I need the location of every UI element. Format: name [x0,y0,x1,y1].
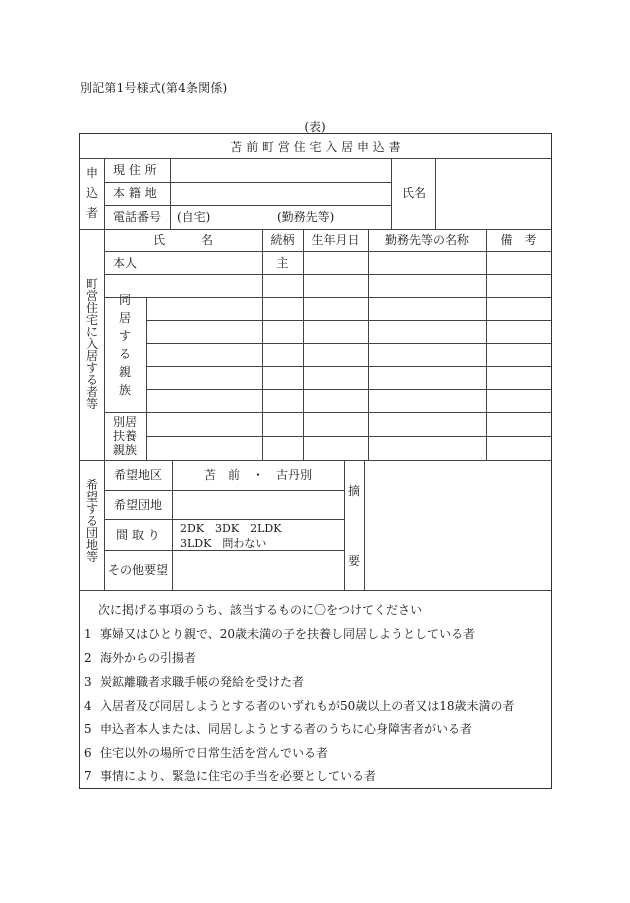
separate-label: 別居 扶養 親族 [112,415,137,457]
form-caption: 別記第1号様式(第4条関係) [80,81,228,95]
summary-label-bottom: 要 [347,554,360,568]
self-label: 本人 [113,256,138,270]
header-relation: 続柄 [270,233,295,247]
name-label: 氏名 [402,186,427,200]
layout-options-line1[interactable]: 2DK 3DK 2LDK [180,522,282,535]
complex-field[interactable] [173,491,343,518]
front-side-label: (表) [304,120,326,134]
preference-section-label: 希 望 す る 団 地 等 [85,478,98,564]
address-field[interactable] [171,159,390,181]
notes-intro: 次に掲げる事項のうち、該当するものに〇をつけてください [98,603,423,617]
phone-home-label: (自宅) [177,210,211,224]
application-form: 苫 前 町 営 住 宅 入 居 申 込 書 申 込 者 現 住 所 本 籍 地 電話番号 (自宅) (勤務先等) 氏名 町 営 住 宅 に 入 居 す る 者 等 氏 名 続柄 生年月日 勤務先等の名称 備 考 本人 主 同 居 す る 親 族 別居 扶養 親族 希 望 す る 団 地 等 希望地区 苫 前 ・ 古丹別 希望団地 間 取 り 2DK 3DK 2LDK 3LDK 問わない その他要望 摘 要 次に掲げる事項のうち、該当するものに〇をつけてください 1 寡婦又はひとり親で、20歳未満の子を扶養し同居しようとしている者 2 海外からの引揚者 3 炭鉱離職者求職手帳の発給を受けた者 4 入居者及び同居しようとする者のいずれもが50歳以上の者又は18歳未満の者 5 申込者本人または、同居しようとする者のうちに心身障害者がいる者 6 住宅以外の場所で日常生活を営んでいる者 7 事情により、緊急に住宅の手当を必要としている者 [79,133,552,789]
other-request-field[interactable] [173,551,343,589]
layout-label: 間 取 り [116,528,160,542]
domicile-field[interactable] [171,183,390,204]
summary-field[interactable] [365,461,551,589]
self-relation: 主 [276,256,289,270]
phone-work-label: (勤務先等) [277,210,335,224]
summary-label-top: 摘 [347,484,360,498]
area-label: 希望地区 [113,468,162,482]
domicile-label: 本 籍 地 [113,186,157,200]
header-birthdate: 生年月日 [311,233,360,247]
residents-section-label: 町 営 住 宅 に 入 居 す る 者 等 [85,277,98,411]
layout-options-line2[interactable]: 3LDK 問わない [180,537,267,550]
other-request-label: その他要望 [107,563,168,577]
header-remarks: 備 考 [500,233,537,247]
name-field[interactable] [436,159,551,228]
address-label: 現 住 所 [113,163,157,177]
header-name: 氏 名 [152,233,213,247]
phone-label: 電話番号 [113,210,162,224]
form-title: 苫 前 町 営 住 宅 入 居 申 込 書 [230,140,401,154]
header-workplace: 勤務先等の名称 [384,233,469,247]
area-value[interactable]: 苫 前 ・ 古丹別 [203,468,312,482]
cohabit-label: 同 居 す る 親 族 [118,293,131,397]
applicant-section-label: 申 込 者 [85,166,98,220]
complex-label: 希望団地 [113,498,162,512]
